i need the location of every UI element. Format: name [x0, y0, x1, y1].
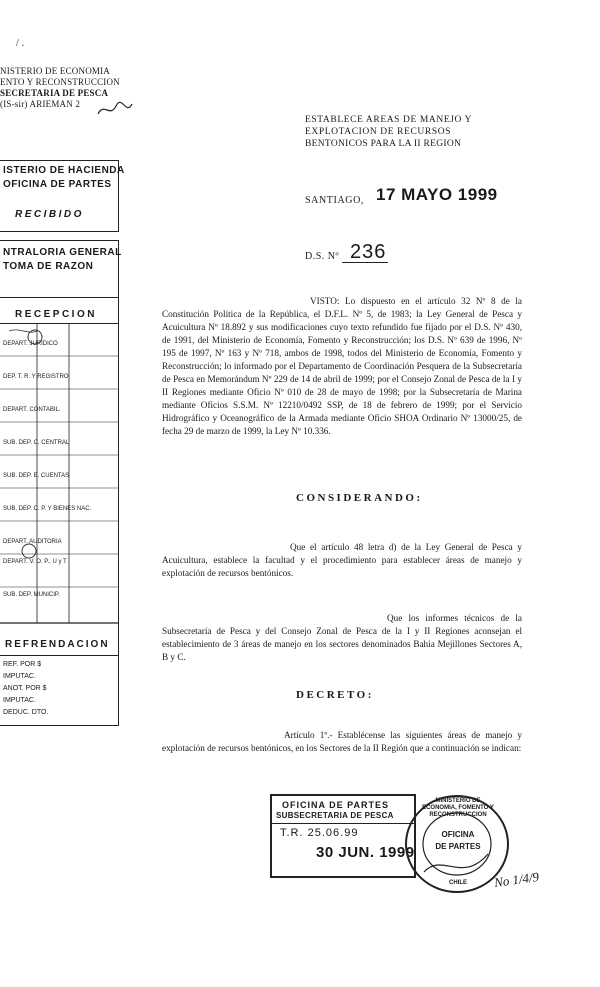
- contraloria-line-1: NTRALORIA GENERAL: [3, 247, 122, 258]
- ref-row-5: DEDUC. DTO.: [3, 709, 49, 716]
- round-stamp-country: CHILE: [449, 880, 467, 886]
- contraloria-row-3: DEPART. CONTABIL.: [3, 407, 61, 413]
- ref-row-4: IMPUTAC.: [3, 697, 36, 704]
- subject-line-1: ESTABLECE AREAS DE MANEJO Y: [305, 115, 473, 125]
- ministry-line-3: SECRETARIA DE PESCA: [0, 88, 109, 98]
- subject-line-3: BENTONICOS PARA LA II REGION: [305, 139, 462, 149]
- refrendacion-divider: [0, 655, 118, 656]
- decree-number: 236: [350, 241, 387, 263]
- round-stamp-inner-1: OFICINA: [441, 830, 475, 839]
- contraloria-row-1: DEPART. JURIDICO: [3, 341, 58, 347]
- contraloria-row-7: DEPART. AUDITORIA: [3, 539, 62, 545]
- decree-number-label: D.S. Nº: [305, 251, 340, 262]
- subject-line-2: EXPLOTACION DE RECURSOS: [305, 127, 452, 137]
- considerando-paragraph-2: Que los informes técnicos de la Subsecretaría de Pesca y del Consejo Zonal de Pesca de la I y II Regiones aconsejan el establecimiento de 3 áreas de manejo en los sectores denominados Bahía Mejillones Sectores A, B y C.: [162, 613, 522, 662]
- ref-row-2: IMPUTAC.: [3, 673, 36, 680]
- contraloria-section-title: RECEPCION: [15, 309, 97, 320]
- contraloria-line-2: TOMA DE RAZON: [3, 261, 94, 272]
- bottom-stamp-line-1: OFICINA DE PARTES: [282, 800, 390, 810]
- decreto-heading: DECRETO:: [296, 689, 374, 701]
- considerando-paragraph-1: Que el artículo 48 letra d) de la Ley General de Pesca y Acuicultura, establece la facultad y el procedimiento para establecer áreas de manejo y explotación de recursos bentónicos.: [162, 542, 522, 578]
- hacienda-stamp-line-1: ISTERIO DE HACIENDA: [3, 165, 125, 176]
- contraloria-row-8: DEPART. V. O. P., U y T: [3, 559, 67, 565]
- round-stamp-ring-text: MINISTERIO DE ECONOMIA, FOMENTO Y RECONSTRUCCION: [422, 798, 494, 818]
- contraloria-stamp: [0, 240, 122, 726]
- contraloria-divider: [0, 297, 118, 298]
- initials-scribble: [96, 100, 136, 120]
- bottom-stamp-date: 30 JUN. 1999: [316, 844, 415, 861]
- round-stamp-inner-2: DE PARTES: [435, 842, 481, 851]
- contraloria-row-2: DEP. T. R. Y REGISTRO: [3, 374, 69, 380]
- considerando-heading: CONSIDERANDO:: [296, 492, 423, 504]
- ministry-line-4: (IS-sir) ARIEMAN 2: [0, 99, 81, 109]
- date-stamp: 17 MAYO 1999: [376, 185, 498, 204]
- city-label: SANTIAGO,: [305, 195, 365, 206]
- contraloria-row-6: SUB. DEP. C. P. Y BIENES NAC.: [3, 506, 92, 512]
- oficina-partes-stamp: [270, 794, 416, 878]
- ref-row-1: REF. POR $: [3, 661, 42, 668]
- decree-subject: [305, 114, 483, 150]
- handwritten-note: No 1/4/9: [493, 868, 540, 891]
- contraloria-row-4: SUB. DEP. C. CENTRAL: [3, 440, 70, 446]
- bottom-stamp-divider: [272, 823, 414, 824]
- ministry-line-1: NISTERIO DE ECONOMIA: [0, 66, 110, 76]
- hacienda-stamp: [0, 160, 125, 232]
- visto-paragraph: VISTO: Lo dispuesto en el artículo 32 Nº 8 de la Constitución Política de la República, el D.F.L. Nº 5, de 1983; la Ley General de Pesca y Acuicultura Nº 18.892 y sus modificaciones cuyo texto refundido fue fijado por el D.S. Nº 430, de 1991, del Ministerio de Economía, Fomento y Reconstrucción; los D.S. Nº 639 de 1996, Nº 195 de 1997, Nº 163 y Nº 718, ambos de 1998, todos del Ministerio de Economía, Fomento y Reconstrucción; lo informado por el Departamento de Coordinación Pesquera de la Subsecretaría de Pesca en Memorándum Nº 229 de 14 de abril de 1999; por el Consejo Zonal de Pesca de la I y II Regiones mediante Oficio Nº 010 de 28 de mayo de 1998; por la Subsecretaría de Marina mediante Oficios S.S.M. Nº 12210/0492 SSP, de 18 de febrero de 1999; por el Servicio Hidrográfico y Oceanográfico de la Armada mediante Oficio SHOA Ordinario Nº 13000/25, de fecha 29 de marzo de 1999, la Ley Nº 10.336.: [162, 296, 522, 436]
- contraloria-row-9: SUB. DEP. MUNICIP.: [3, 592, 60, 598]
- hacienda-stamp-line-3: RECIBIDO: [15, 209, 84, 220]
- bottom-stamp-line-2: SUBSECRETARIA DE PESCA: [276, 811, 394, 820]
- ref-row-3: ANOT. POR $: [3, 685, 47, 692]
- refrendacion-title: REFRENDACION: [5, 639, 110, 650]
- ministry-line-2: ENTO Y RECONSTRUCCION: [0, 77, 120, 87]
- articulo-1-paragraph: Artículo 1º.- Establécense las siguientes áreas de manejo y explotación de recursos bentónicos, en los Sectores de la II Región que a continuación se indican:: [162, 730, 522, 753]
- hacienda-stamp-line-2: OFICINA DE PARTES: [3, 179, 112, 190]
- contraloria-row-5: SUB. DEP. E. CUENTAS: [3, 473, 70, 479]
- bottom-stamp-tr: T.R. 25.06.99: [280, 827, 359, 839]
- corner-mark: / .: [16, 38, 25, 49]
